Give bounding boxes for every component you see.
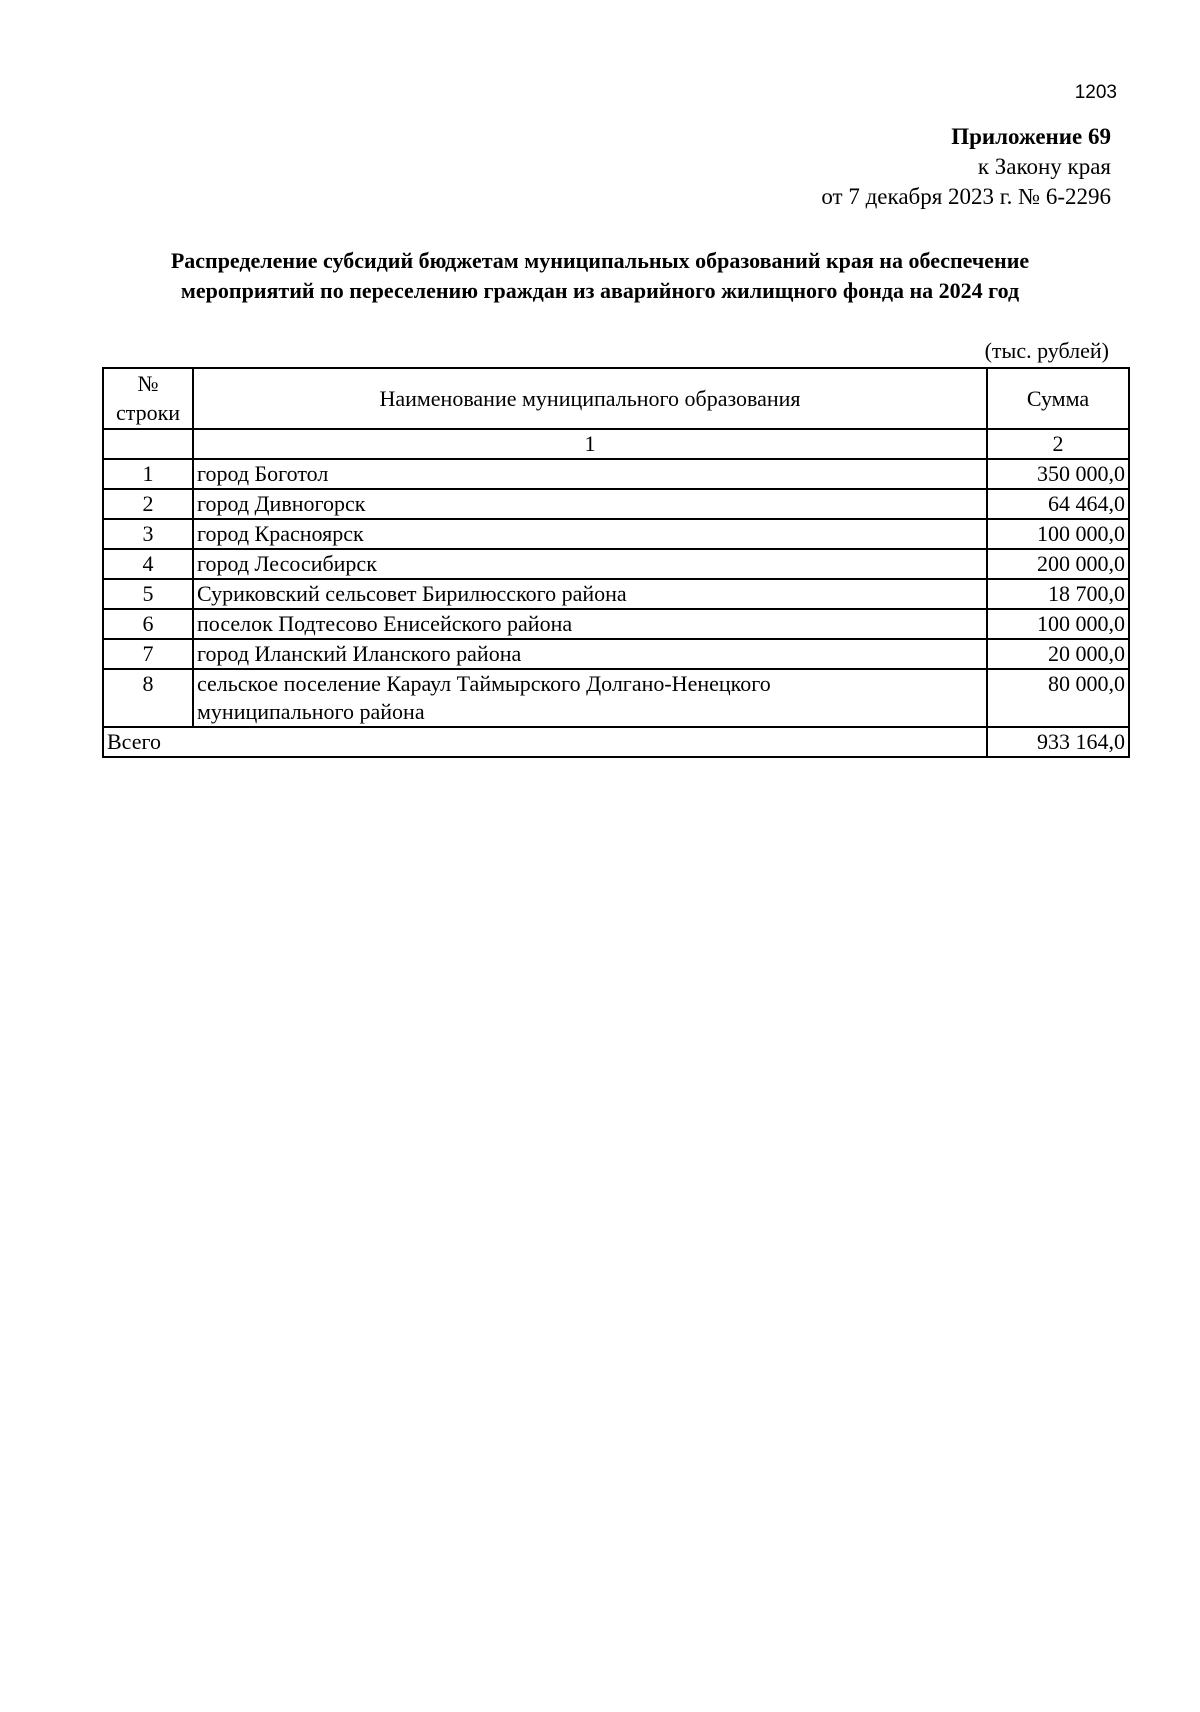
row-sum: 18 700,0 <box>987 579 1129 609</box>
page-number: 1203 <box>1074 82 1117 103</box>
row-number: 8 <box>103 669 193 727</box>
document-title-line-2: мероприятий по переселению граждан из аварийного жилищного фонда на 2024 год <box>180 278 1020 303</box>
row-sum: 200 000,0 <box>987 549 1129 579</box>
table-row <box>103 549 1129 579</box>
subsidy-table <box>102 367 1130 758</box>
units-label: (тыс. рублей) <box>984 338 1109 363</box>
row-number: 4 <box>103 549 193 579</box>
column-number-1: 1 <box>193 429 987 459</box>
row-sum: 80 000,0 <box>987 669 1129 727</box>
row-number: 3 <box>103 519 193 549</box>
table-row <box>103 639 1129 669</box>
row-number: 2 <box>103 489 193 519</box>
column-number-2: 2 <box>987 429 1129 459</box>
row-name: город Иланский Иланского района <box>193 639 987 669</box>
appendix-law-ref: к Закону края <box>977 154 1111 179</box>
table-row <box>103 519 1129 549</box>
row-name: город Лесосибирск <box>193 549 987 579</box>
total-row <box>103 727 1129 757</box>
row-number: 1 <box>103 459 193 489</box>
row-sum: 100 000,0 <box>987 519 1129 549</box>
header-name: Наименование муниципального образования <box>193 368 987 429</box>
row-name: город Красноярск <box>193 519 987 549</box>
header-row-number <box>103 368 193 429</box>
row-number: 6 <box>103 609 193 639</box>
row-number: 7 <box>103 639 193 669</box>
row-name: город Боготол <box>193 459 987 489</box>
row-sum: 100 000,0 <box>987 609 1129 639</box>
appendix-date: от 7 декабря 2023 г. № 6-2296 <box>821 184 1111 209</box>
table-row <box>103 489 1129 519</box>
document-title-line-1: Распределение субсидий бюджетам муниципальных образований края на обеспечение <box>170 248 1030 273</box>
header-sum: Сумма <box>987 368 1129 429</box>
table-header-row <box>103 368 1129 429</box>
table-row <box>103 669 1129 727</box>
total-label: Всего <box>103 727 987 757</box>
column-number-blank <box>103 429 193 459</box>
row-name: поселок Подтесово Енисейского района <box>193 609 987 639</box>
row-name-line-1: сельское поселение Караул Таймырского Долгано-Ненецкого <box>197 671 771 696</box>
column-numbers-row <box>103 429 1129 459</box>
row-name: Суриковский сельсовет Бирилюсского района <box>193 579 987 609</box>
row-name-line-2: муниципального района <box>197 699 425 724</box>
header-row-label: строки <box>115 400 181 425</box>
appendix-title: Приложение 69 <box>951 124 1111 149</box>
row-name: город Дивногорск <box>193 489 987 519</box>
row-name <box>193 669 987 727</box>
table-row <box>103 579 1129 609</box>
table-row <box>103 609 1129 639</box>
total-sum: 933 164,0 <box>987 727 1129 757</box>
header-number-sign: № <box>137 371 159 396</box>
row-sum: 64 464,0 <box>987 489 1129 519</box>
row-sum: 350 000,0 <box>987 459 1129 489</box>
document-title <box>100 246 1100 306</box>
row-sum: 20 000,0 <box>987 639 1129 669</box>
appendix-header <box>821 122 1111 212</box>
row-number: 5 <box>103 579 193 609</box>
table-row <box>103 459 1129 489</box>
